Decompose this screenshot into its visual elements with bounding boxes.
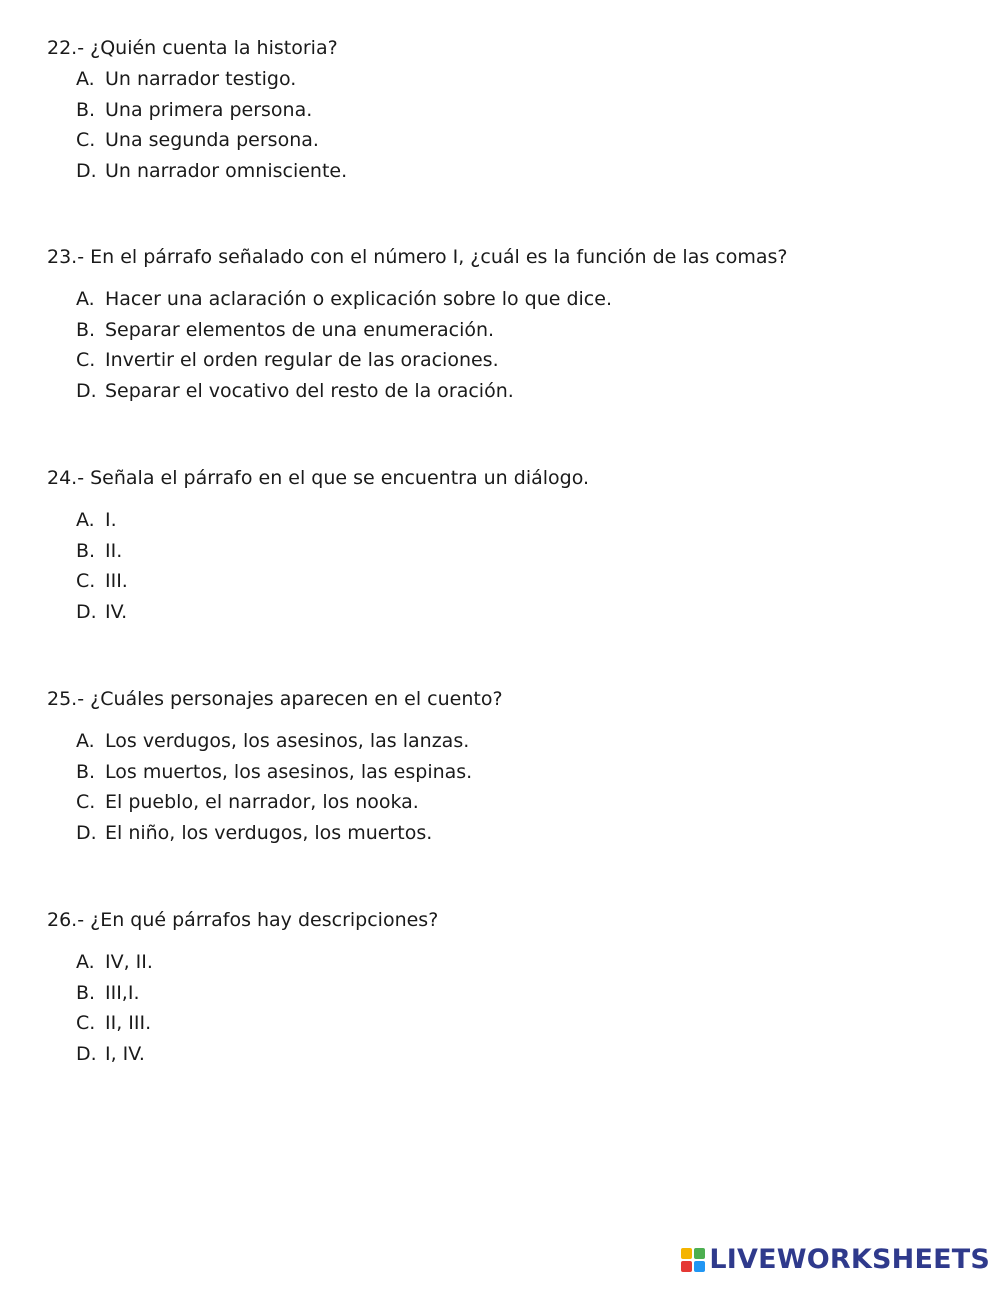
question-text: 25.- ¿Cuáles personajes aparecen en el cuento?	[47, 688, 503, 710]
option-letter: C.	[76, 129, 96, 151]
option-list	[47, 284, 947, 406]
question-text: 23.- En el párrafo señalado con el número I, ¿cuál es la función de las comas?	[47, 246, 788, 268]
option-letter: D.	[76, 379, 97, 402]
option-letter: B.	[76, 98, 96, 121]
option-d[interactable]	[47, 597, 947, 628]
option-letter: A.	[76, 730, 95, 752]
question-23	[47, 245, 947, 406]
option-c[interactable]	[47, 787, 947, 818]
option-letter: A.	[76, 509, 95, 531]
question-text: 26.- ¿En qué párrafos hay descripciones?	[47, 909, 439, 931]
option-text: II, III.	[105, 1012, 152, 1034]
option-d[interactable]	[47, 1039, 947, 1070]
option-text: Los verdugos, los asesinos, las lanzas.	[105, 730, 470, 752]
option-c[interactable]	[47, 345, 947, 376]
option-letter: D.	[76, 600, 97, 623]
option-text: I.	[105, 509, 117, 531]
option-text: Un narrador testigo.	[105, 68, 297, 90]
question-text: 22.- ¿Quién cuenta la historia?	[47, 37, 338, 59]
option-text: III.	[105, 570, 128, 592]
question-25	[47, 687, 947, 848]
option-letter: C.	[76, 791, 96, 813]
option-letter: C.	[76, 1012, 96, 1034]
option-a[interactable]	[47, 947, 947, 978]
option-text: Una primera persona.	[105, 98, 313, 121]
logo-mark-icon	[681, 1248, 705, 1272]
option-c[interactable]	[47, 566, 947, 597]
option-c[interactable]	[47, 125, 947, 156]
question-22	[47, 36, 947, 186]
option-d[interactable]	[47, 376, 947, 407]
option-letter: B.	[76, 981, 96, 1004]
option-list	[47, 726, 947, 848]
option-letter: D.	[76, 821, 97, 844]
option-d[interactable]	[47, 818, 947, 849]
question-text: 24.- Señala el párrafo en el que se encuentra un diálogo.	[47, 467, 590, 489]
option-d[interactable]	[47, 156, 947, 187]
option-a[interactable]	[47, 284, 947, 315]
option-list	[47, 64, 947, 186]
option-text: IV.	[105, 600, 128, 623]
option-letter: D.	[76, 1042, 97, 1065]
option-text: Un narrador omnisciente.	[105, 159, 348, 182]
option-b[interactable]	[47, 95, 947, 126]
logo-text: LIVEWORKSHEETS	[709, 1244, 990, 1275]
option-letter: B.	[76, 760, 96, 783]
option-text: Separar el vocativo del resto de la oración.	[105, 379, 514, 402]
option-list	[47, 505, 947, 627]
logo-square	[681, 1261, 692, 1272]
option-letter: A.	[76, 951, 95, 973]
option-text: III,I.	[105, 981, 140, 1004]
option-text: Una segunda persona.	[105, 129, 319, 151]
logo-square	[681, 1248, 692, 1259]
logo-square	[694, 1248, 705, 1259]
option-c[interactable]	[47, 1008, 947, 1039]
option-text: Invertir el orden regular de las oraciones.	[105, 349, 499, 371]
option-a[interactable]	[47, 505, 947, 536]
option-letter: A.	[76, 288, 95, 310]
option-letter: D.	[76, 159, 97, 182]
option-letter: B.	[76, 318, 96, 341]
option-text: El niño, los verdugos, los muertos.	[105, 821, 433, 844]
option-letter: B.	[76, 539, 96, 562]
question-26	[47, 908, 947, 1069]
option-b[interactable]	[47, 757, 947, 788]
option-letter: A.	[76, 68, 95, 90]
question-24	[47, 466, 947, 627]
option-letter: C.	[76, 570, 96, 592]
option-text: Los muertos, los asesinos, las espinas.	[105, 760, 473, 783]
option-text: Hacer una aclaración o explicación sobre lo que dice.	[105, 288, 612, 310]
liveworksheets-logo	[681, 1245, 990, 1275]
logo-square	[694, 1261, 705, 1272]
option-b[interactable]	[47, 536, 947, 567]
option-list	[47, 947, 947, 1069]
option-b[interactable]	[47, 978, 947, 1009]
option-text: IV, II.	[105, 951, 153, 973]
option-text: Separar elementos de una enumeración.	[105, 318, 495, 341]
option-a[interactable]	[47, 726, 947, 757]
option-text: II.	[105, 539, 123, 562]
option-a[interactable]	[47, 64, 947, 95]
option-text: El pueblo, el narrador, los nooka.	[105, 791, 419, 813]
option-text: I, IV.	[105, 1042, 145, 1065]
option-b[interactable]	[47, 315, 947, 346]
option-letter: C.	[76, 349, 96, 371]
